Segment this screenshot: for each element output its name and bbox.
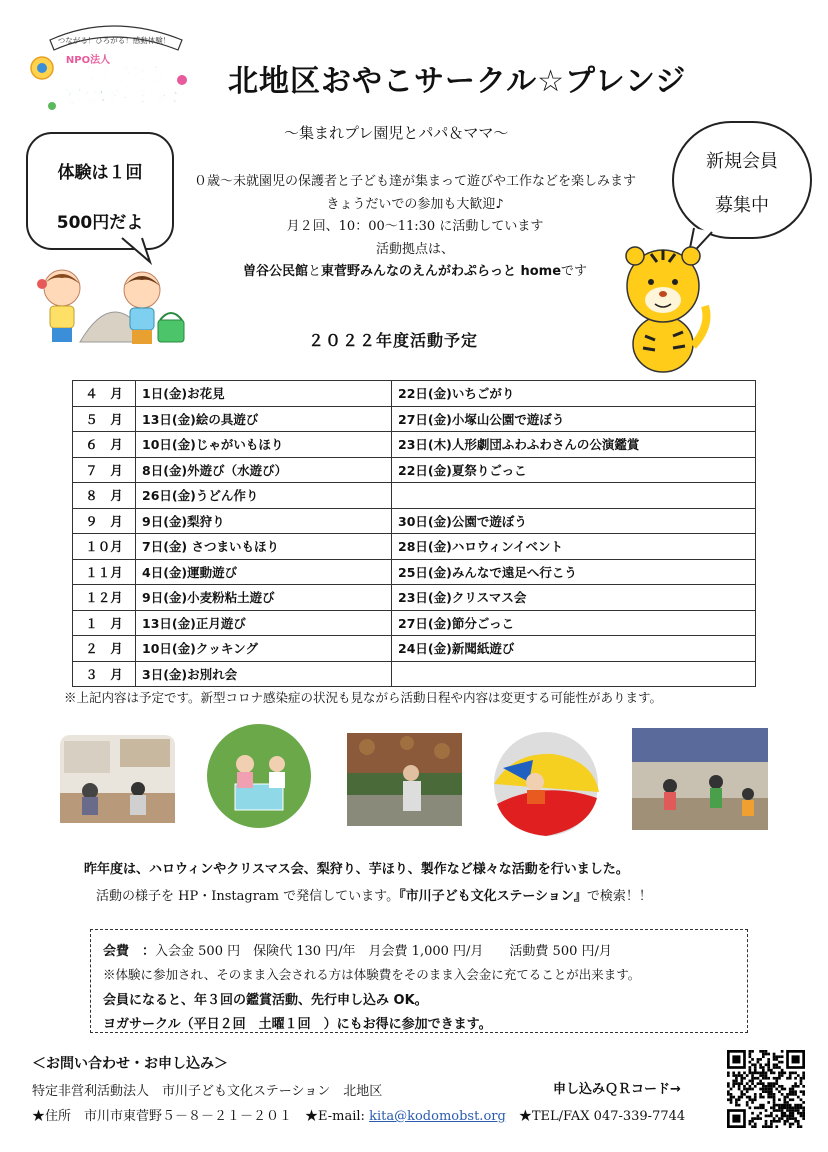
venue-2: 東菅野みんなのえんがわぷらっと home: [320, 264, 562, 279]
schedule-month: ４ 月: [73, 381, 136, 407]
sns-info: [96, 885, 652, 904]
schedule-row: [73, 432, 756, 458]
org-logo: [22, 18, 202, 118]
intro-line4: 活動拠点は、: [375, 241, 454, 257]
schedule-row: [73, 508, 756, 534]
schedule-activity-1: 10日(金)クッキング: [136, 636, 392, 662]
schedule-activity-1: 26日(金)うどん作り: [136, 483, 392, 509]
activity-photo-4: [493, 732, 600, 836]
fee-trial-note: ※体験に参加され、そのまま入会される方は体験費をそのまま入会金に充てることが出来ます。: [103, 967, 641, 982]
schedule-month: ５ 月: [73, 406, 136, 432]
schedule-activity-2: 27日(金)小塚山公園で遊ぼう: [392, 406, 756, 432]
schedule-activity-2: 28日(金)ハロウィンイベント: [392, 534, 756, 560]
schedule-row: [73, 406, 756, 432]
intro-text: [150, 171, 680, 284]
contact-org: 特定非営利活動法人 市川子ども文化ステーション 北地区: [32, 1084, 383, 1099]
schedule-month: ８ 月: [73, 483, 136, 509]
schedule-row: [73, 661, 756, 687]
venue-join: と: [307, 264, 321, 279]
schedule-activity-2: [392, 483, 756, 509]
schedule-month: ２ 月: [73, 636, 136, 662]
schedule-activity-2: [392, 661, 756, 687]
email-label: ★E-mail:: [305, 1109, 365, 1124]
activity-photo-3: [347, 733, 462, 826]
fee-detail: 入会金 500 円 保険代 130 円/年 月会費 1,000 円/月 活動費 500 円/月: [155, 944, 612, 959]
schedule-month: １２月: [73, 585, 136, 611]
sns-search-name: 『市川子ども文化ステーション』: [399, 889, 587, 904]
sns-prefix: 活動の様子を HP・Instagram で発信しています。: [96, 889, 400, 904]
schedule-activity-1: 1日(金)お花見: [136, 381, 392, 407]
schedule-activity-1: 10日(金)じゃがいもほり: [136, 432, 392, 458]
page-title: 北地区おやこサークル☆プレンジ: [228, 64, 687, 99]
schedule-activity-2: 30日(金)公園で遊ぼう: [392, 508, 756, 534]
venue-suffix: です: [561, 264, 588, 279]
sns-suffix: で検索！！: [586, 889, 652, 904]
trial-fee-line2: 500円だよ: [56, 213, 144, 233]
trial-fee-line1: 体験は１回: [57, 163, 143, 183]
schedule-activity-1: 7日(金) さつまいもほり: [136, 534, 392, 560]
schedule-activity-1: 3日(金)お別れ会: [136, 661, 392, 687]
schedule-month: ３ 月: [73, 661, 136, 687]
member-benefit-2: ヨガサークル（平日２回 土曜１回 ）にもお得に参加できます。: [103, 1017, 492, 1032]
logo-npo: NPO法人: [65, 55, 111, 66]
intro-line2: きょうだいでの参加も大歓迎♪: [326, 196, 504, 212]
email-link[interactable]: kita@kodomobst.org: [369, 1109, 506, 1124]
schedule-month: ６ 月: [73, 432, 136, 458]
intro-line3: 月２回、10：00～11:30 に活動しています: [286, 219, 544, 234]
new-members-line2: 募集中: [715, 195, 769, 216]
schedule-activity-2: 23日(木)人形劇団ふわふわさんの公演鑑賞: [392, 432, 756, 458]
schedule-activity-1: 4日(金)運動遊び: [136, 559, 392, 585]
schedule-activity-1: 8日(金)外遊び（水遊び）: [136, 457, 392, 483]
page-subtitle: ～集まれプレ園児とパパ＆ママ～: [284, 124, 509, 142]
logo-name-line1: 市川子ども: [79, 65, 165, 85]
schedule-activity-2: 24日(金)新聞紙遊び: [392, 636, 756, 662]
schedule-row: [73, 610, 756, 636]
last-year-summary: 昨年度は、ハロウィンやクリスマス会、梨狩り、芋ほり、製作など様々な活動を行いました。: [84, 862, 629, 877]
qr-label: 申し込みＱＲコード→: [553, 1082, 681, 1097]
schedule-row: [73, 457, 756, 483]
schedule-activity-2: 22日(金)いちごがり: [392, 381, 756, 407]
schedule-month: ９ 月: [73, 508, 136, 534]
schedule-activity-2: 23日(金)クリスマス会: [392, 585, 756, 611]
schedule-month: １０月: [73, 534, 136, 560]
schedule-month: １１月: [73, 559, 136, 585]
schedule-activity-1: 9日(金)梨狩り: [136, 508, 392, 534]
intro-line5: [150, 261, 680, 284]
schedule-row: [73, 636, 756, 662]
schedule-row: [73, 381, 756, 407]
schedule-note: ※上記内容は予定です。新型コロナ感染症の状況も見ながら活動日程や内容は変更する可能性があります。: [64, 690, 663, 705]
logo-tagline: つながる！ひろがる！感動体験！: [57, 36, 171, 45]
new-members-line1: 新規会員: [706, 151, 778, 172]
schedule-activity-1: 13日(金)絵の具遊び: [136, 406, 392, 432]
schedule-heading: ２０２２年度活動予定: [308, 331, 479, 350]
logo-name-line2: 文化ステーション: [58, 87, 186, 106]
contact-details: [32, 1105, 685, 1124]
contact-tel: ★TEL/FAX 047-339-7744: [518, 1109, 686, 1124]
member-benefit-1: 会員になると、年３回の鑑賞活動、先行申し込み OK。: [103, 993, 428, 1008]
new-members-bubble: [672, 121, 812, 239]
schedule-activity-1: 9日(金)小麦粉粘土遊び: [136, 585, 392, 611]
activity-photo-2: [207, 724, 311, 828]
intro-line1: ０歳～未就園児の保護者と子ども達が集まって遊びや工作などを楽しみます: [193, 174, 636, 189]
fee-line: [103, 940, 612, 959]
activity-photo-5: [632, 728, 768, 830]
schedule-table: [72, 380, 756, 687]
schedule-month: １ 月: [73, 610, 136, 636]
activity-photo-1: [60, 735, 175, 823]
contact-address: ★住所 市川市東菅野５－８－２１－２０１: [32, 1109, 293, 1124]
schedule-row: [73, 534, 756, 560]
schedule-activity-2: 25日(金)みんなで遠足へ行こう: [392, 559, 756, 585]
schedule-row: [73, 483, 756, 509]
fee-box: [90, 929, 748, 1033]
signup-qr-code[interactable]: [727, 1050, 805, 1128]
schedule-month: ７ 月: [73, 457, 136, 483]
schedule-activity-2: 27日(金)節分ごっこ: [392, 610, 756, 636]
schedule-row: [73, 559, 756, 585]
contact-heading: ＜お問い合わせ・お申し込み＞: [32, 1056, 228, 1072]
schedule-row: [73, 585, 756, 611]
schedule-activity-2: 22日(金)夏祭りごっこ: [392, 457, 756, 483]
venue-1: 曽谷公民館: [242, 264, 308, 279]
schedule-activity-1: 13日(金)正月遊び: [136, 610, 392, 636]
fee-label: 会費 ：: [103, 944, 156, 959]
